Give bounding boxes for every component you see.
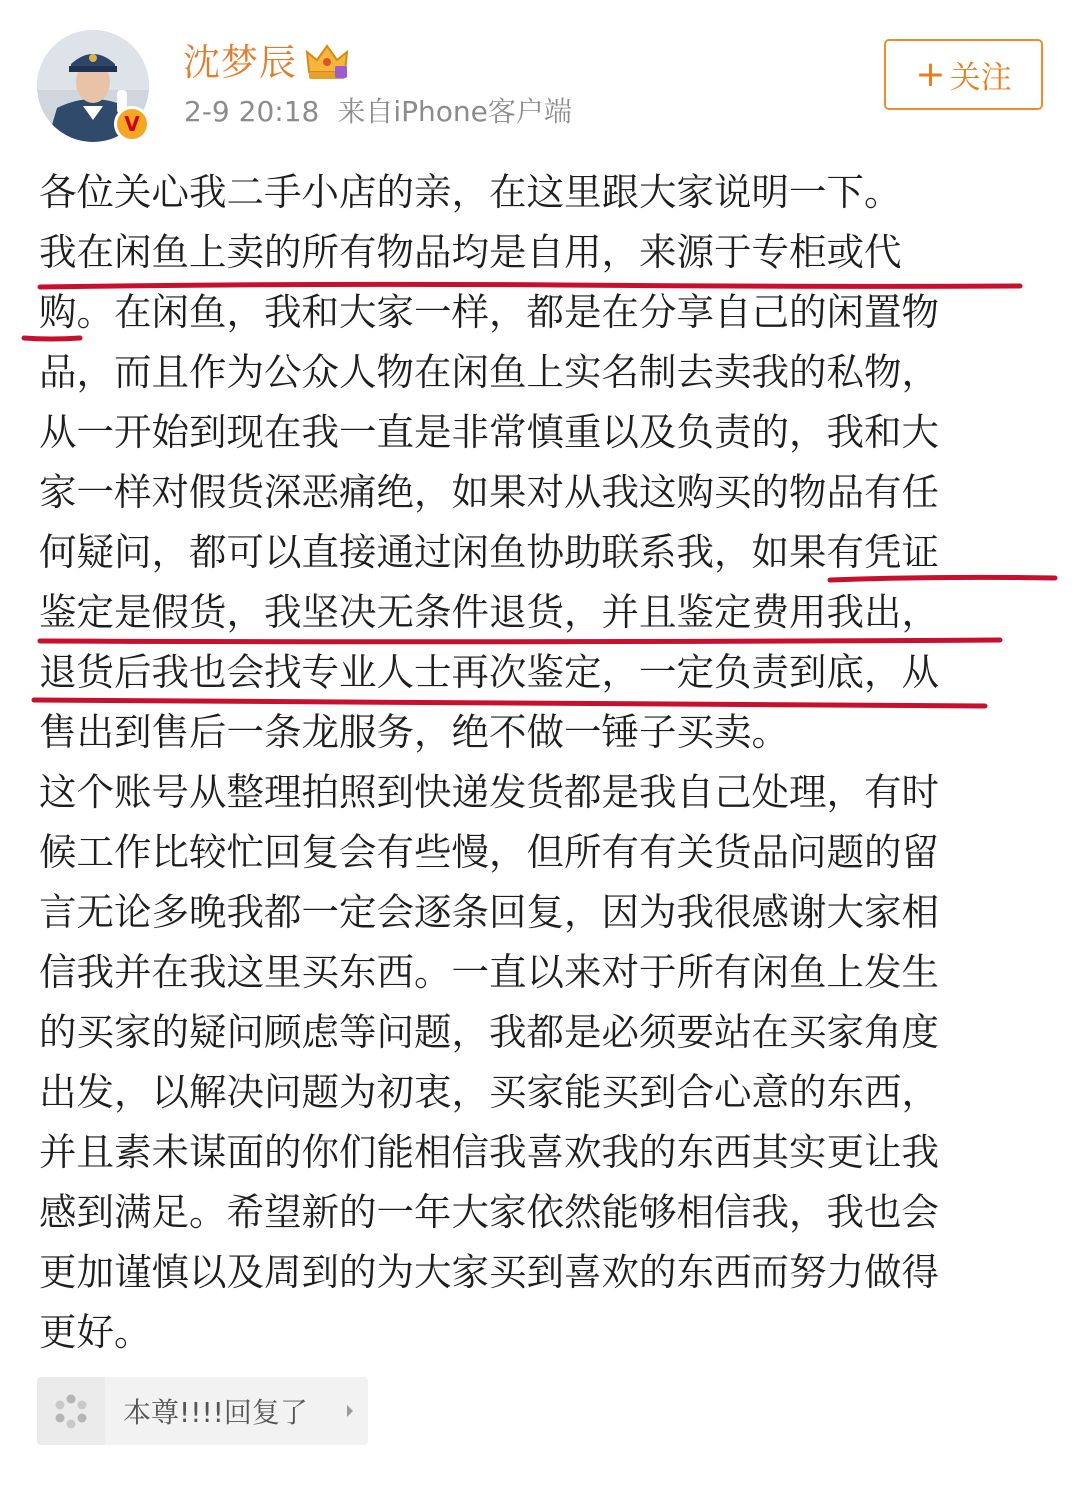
post-line-6: 家一样对假货深恶痛绝，如果对从我这购买的物品有任: [39, 470, 939, 514]
post-line-20: 更好。: [39, 1310, 152, 1354]
author-reply-bar[interactable]: [37, 1377, 368, 1445]
crown-icon[interactable]: [305, 42, 349, 82]
post-line-15: 的买家的疑问顾虑等问题，我都是必须要站在买家角度: [39, 1010, 939, 1054]
post-line-5: 从一开始到现在我一直是非常慎重以及负责的，我和大: [39, 410, 939, 454]
post-line-1: 各位关心我二手小店的亲，在这里跟大家说明一下。: [39, 170, 902, 214]
post-line-3: 购。在闲鱼，我和大家一样，都是在分享自己的闲置物: [39, 290, 939, 334]
follow-label: 关注: [949, 60, 1012, 96]
post-line-16: 出发，以解决问题为初衷，买家能买到合心意的东西，: [39, 1070, 939, 1114]
post-line-19: 更加谨慎以及周到的为大家买到喜欢的东西而努力做得: [39, 1250, 939, 1294]
post-line-12: 候工作比较忙回复会有些慢，但所有有关货品问题的留: [39, 830, 939, 874]
post-line-14: 信我并在我这里买东西。一直以来对于所有闲鱼上发生: [39, 950, 939, 994]
post-line-17: 并且素未谋面的你们能相信我喜欢我的东西其实更让我: [39, 1130, 939, 1174]
post-timestamp: 2-9 20:18: [184, 95, 320, 128]
chevron-right-icon: [344, 1401, 356, 1421]
post-line-7: 何疑问，都可以直接通过闲鱼协助联系我，如果有凭证: [39, 530, 939, 574]
reply-icon-box: [37, 1377, 105, 1445]
post-line-13: 言无论多晚我都一定会逐条回复，因为我很感谢大家相: [39, 890, 939, 934]
post-line-4: 品，而且作为公众人物在闲鱼上实名制去卖我的私物，: [39, 350, 939, 394]
post-line-11: 这个账号从整理拍照到快递发货都是我自己处理，有时: [39, 770, 939, 814]
post-line-8: 鉴定是假货，我坚决无条件退货，并且鉴定费用我出，: [39, 590, 939, 634]
post-line-9: 退货后我也会找专业人士再次鉴定，一定负责到底，从: [39, 650, 939, 694]
post-content: [39, 162, 1043, 1362]
username[interactable]: 沈梦辰: [183, 41, 297, 84]
plus-icon: +: [915, 53, 946, 95]
verified-badge-icon: V: [114, 106, 150, 142]
post-meta: [184, 93, 572, 131]
post-line-10: 售出到售后一条龙服务，绝不做一锤子买卖。: [39, 710, 789, 754]
pinwheel-icon: [51, 1391, 91, 1431]
post-line-2: 我在闲鱼上卖的所有物品均是自用，来源于专柜或代: [39, 230, 902, 274]
follow-button[interactable]: [884, 39, 1043, 110]
post-line-18: 感到满足。希望新的一年大家依然能够相信我，我也会: [39, 1190, 939, 1234]
post-header: [0, 0, 1080, 150]
post-source: 来自iPhone客户端: [337, 95, 572, 128]
reply-text: 本尊!!!!回复了: [123, 1396, 308, 1429]
